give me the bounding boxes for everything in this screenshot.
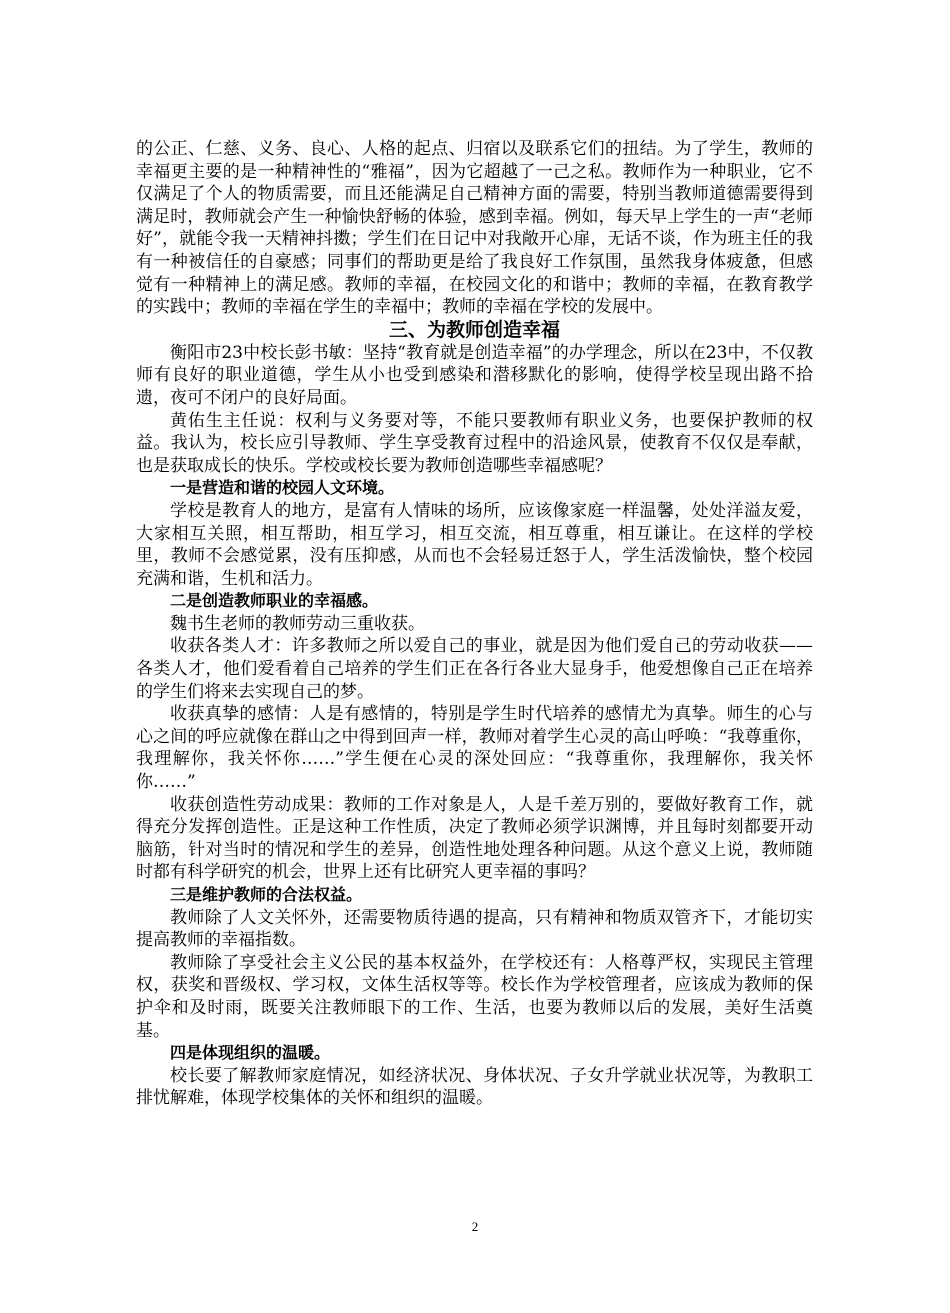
subheading: 三是维护教师的合法权益。	[170, 885, 363, 904]
paragraph: 的公正、仁慈、义务、良心、人格的起点、归宿以及联系它们的扭结。为了学生，教师的幸福更主要的是一种精神性的“雅福”，因为它超越了一己之私。教师作为一种职业，它不仅满足了个人的物质需要，而且还能满足自己精神方面的需要，特别当教师道德需要得到满足时，教师就会产生一种愉快舒畅的体验，感到幸福。例如，每天早上学生的一声“老师好”，就能令我一天精神抖擞；学生们在日记中对我敞开心扉，无话不谈，作为班主任的我有一种被信任的自豪感；同事们的帮助更是给了我良好工作氛围，虽然我身体疲惫，但感觉有一种精神上的满足感。教师的幸福，在校园文化的和谐中；教师的幸福，在教育教学的实践中；教师的幸福在学生的幸福中；教师的幸福在学校的发展中。	[136, 139, 813, 318]
paragraph: 教师除了人文关怀外，还需要物质待遇的提高，只有精神和物质双管齐下，才能切实提高教师的幸福指数。	[136, 907, 813, 951]
paragraph: 黄佑生主任说：权利与义务要对等，不能只要教师有职业义务，也要保护教师的权益。我认为，校长应引导教师、学生享受教育过程中的沿途风景，使教育不仅仅是奉献，也是获取成长的快乐。学校或校长要为教师创造哪些幸福感呢？	[136, 410, 813, 476]
subheading: 一是营造和谐的校园人文环境。	[170, 478, 395, 498]
paragraph: 收获创造性劳动成果：教师的工作对象是人，人是千差万别的，要做好教育工作，就得充分发挥创造性。正是这种工作性质，决定了教师必须学识渊博，并且每时刻都要开动脑筋，针对当时的情况和学生的差异，创造性地处理各种问题。从这个意义上说，教师随时都有科学研究的机会，世界上还有比研究人更幸福的事吗？	[136, 794, 813, 883]
page-number: 2	[471, 1219, 479, 1234]
paragraph: 收获各类人才：许多教师之所以爱自己的事业，就是因为他们爱自己的劳动收获——各类人才，他们爱看着自己培养的学生们正在各行各业大显身手，他爱想像自己正在培养的学生们将来去实现自己的梦。	[136, 636, 813, 702]
paragraph: 收获真挚的感情：人是有感情的，特别是学生时代培养的感情尤为真挚。师生的心与心之间的呼应就像在群山之中得到回声一样，教师对着学生心灵的高山呼唤：“我尊重你，我理解你，我关怀你……”学生便在心灵的深处回应：“我尊重你，我理解你，我关怀你……”	[136, 704, 813, 793]
document-page	[136, 138, 813, 1110]
subheading: 四是体现组织的温暖。	[170, 1043, 331, 1063]
paragraph: 教师除了享受社会主义公民的基本权益外，在学校还有：人格尊严权，实现民主管理权，获奖和晋级权、学习权，文体生活权等等。校长作为学校管理者，应该成为教师的保护伞和及时雨，既要关注教师眼下的工作、生活，也要为教师以后的发展，美好生活奠基。	[136, 952, 813, 1041]
paragraph: 校长要了解教师家庭情况，如经济状况、身体状况、子女升学就业状况等，为教职工排忧解难，体现学校集体的关怀和组织的温暖。	[136, 1065, 813, 1109]
paragraph: 学校是教育人的地方，是富有人情味的场所，应该像家庭一样温馨，处处洋溢友爱，大家相互关照，相互帮助，相互学习，相互交流，相互尊重，相互谦让。在这样的学校里，教师不会感觉累，没有压抑感，从而也不会轻易迁怒于人，学生活泼愉快，整个校园充满和谐，生机和活力。	[136, 500, 813, 589]
paragraph: 魏书生老师的教师劳动三重收获。	[170, 613, 425, 634]
section-heading: 三、为教师创造幸福	[388, 318, 560, 341]
subheading: 二是创造教师职业的幸福感。	[170, 591, 379, 611]
paragraph: 衡阳市23中校长彭书敏：坚持“教育就是创造幸福”的办学理念，所以在23中，不仅教师有良好的职业道德，学生从小也受到感染和潜移默化的影响，使得学校呈现出路不拾遗，夜可不闭户的良好局面。	[136, 342, 813, 408]
